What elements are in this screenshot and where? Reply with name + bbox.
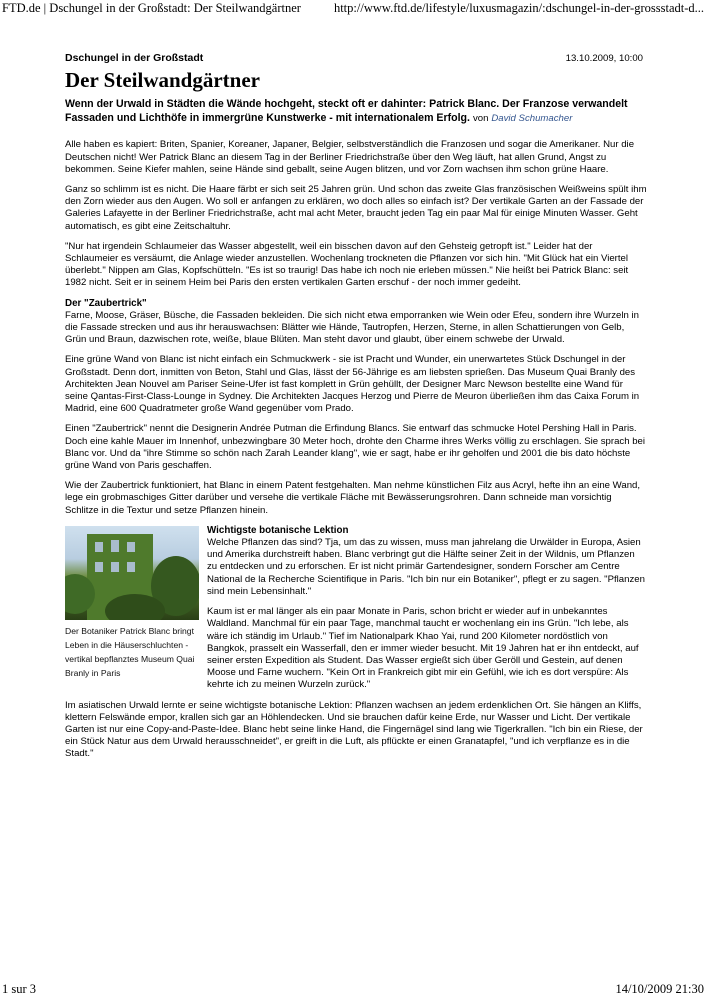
byline-von: von — [472, 112, 489, 124]
photo-museum-quai-branly — [65, 526, 199, 620]
byline-author-link[interactable]: David Schumacher — [491, 112, 573, 124]
paragraph: Wie der Zaubertrick funktioniert, hat Blanc in einem Patent festgehalten. Man nehme künstlichen Filz aus Acryl, hefte ihn an eine Wand, lege ein grobmaschiges Gitter darüber und versehe die vertikale Fläche mit Bewässerungsrohren. Dann schneide man vorsichtig Schlitze in die Textur und setze Pflanzen hinein. — [65, 480, 641, 516]
figure-caption: Der Botaniker Patrick Blanc bringt Leben in die Häuserschluchten - vertikal bepflanztes Museum Quai Branly in Paris — [65, 625, 195, 678]
article-date: 13.10.2009, 10:00 — [565, 53, 643, 64]
paragraph: Welche Pflanzen das sind? Tja, um das zu wissen, muss man jahrelang die Urwälder in Europa, Asien und Amerika durchstreift haben. Blanc verbringt gut die Hälfte seiner Zeit in der Wildnis, um Pflanzen zu entdecken und zu erforschen. Er ist nicht primär Gartendesigner, sondern Forscher am Centre National de la Recherche Scientifique in Paris. "Ich bin nur ein Botaniker", pflegt er zu sagen. "Pflanzen sind mein Lebensinhalt." — [207, 537, 645, 597]
paragraph: Einen "Zaubertrick" nennt die Designerin Andrée Putman die Erfindung Blancs. Sie entwarf das schmucke Hotel Pershing Hall in Paris. Doch eine kahle Mauer im Innenhof, unbezwingbare 30 Meter hoch, drohte den Charme ihres Werks völlig zu erschlagen. Sie sprach bei Blanc vor. Und da "ihre Stimme so schön nach Zarah Leander klang", wie er sagt, habe er ihr geholfen und 2001 die bis dato höchste grüne Wand von Paris geschaffen. — [65, 423, 646, 472]
print-header-title: FTD.de | Dschungel in der Großstadt: Der Steilwandgärtner — [2, 1, 301, 15]
article-figure — [65, 526, 199, 680]
paragraph: Im asiatischen Urwald lernte er seine wichtigste botanische Lektion: Pflanzen wachsen an jedem erdenklichen Ort. Sie hängen an Kliffs, klettern Felswände empor, krallen sich gar an Höhlendecken. Und sie brauchen dafür keine Erde, nur Wasser und Licht. Der vertikale Garten ist nur eine Copy-and-Paste-Idee. Blanc hebt seine linke Hand, die Fingernägel sind lang wie Tigerkrallen. "Ich bin ein Riese, der ein Stück Natur aus dem Urwald herausschneidet", er greift in die Luft, als pflückte er einen Granatapfel, "und ich verpflanze es in die Stadt." — [65, 699, 643, 760]
print-timestamp: 14/10/2009 21:30 — [615, 982, 704, 996]
paragraph: Kaum ist er mal länger als ein paar Monate in Paris, schon bricht er wieder auf in unbekanntes Waldland. Manchmal für ein paar Tage, manchmal taucht er wochenlang ein ins Grün. "Ich lebe, als wäre ich ständig im Urlaub." Tief im Nationalpark Khao Yai, rund 200 Kilometer nordöstlich von Bangkok, prasselt ein Wasserfall, den er immer wieder besucht. Mit 19 Jahren hat er ihn entdeckt, auf seiner ersten Expedition als Student. Das Wasser ergießt sich über Geröll und Gestein, auf denen Moose und Farne wuchern. "Kein Ort in Frankreich gibt mir ein Gefühl, wie ich es dort verspüre: Als kehrte ich zu meinen Wurzeln zurück." — [207, 606, 639, 691]
article-kicker: Dschungel in der Großstadt — [65, 52, 204, 64]
paragraph: Ganz so schlimm ist es nicht. Die Haare färbt er sich seit 25 Jahren grün. Und schon das zweite Glas französischen Weißweins spült ihm den Zorn wieder aus den Augen. Wo soll er anfangen zu erklären, wo doch alles so einfach ist? Der vertikale Garten an der Fassade der Galeries Lafayette in der Berliner Friedrichstraße, acht mal acht Meter, braucht jeden Tag ein paar Mal für einige Minuten Wasser. Geht automatisch, es gibt eine Zeitschaltuhr. — [65, 184, 647, 232]
article — [65, 52, 647, 769]
article-title: Der Steilwandgärtner — [65, 68, 260, 93]
print-header-url[interactable]: http://www.ftd.de/lifestyle/luxusmagazin/:dschungel-in-der-grossstadt-d... — [333, 1, 704, 15]
section-heading-zaubertrick: Der "Zaubertrick" — [65, 297, 147, 309]
print-header — [0, 0, 707, 18]
paragraph: Farne, Moose, Gräser, Büsche, die Fassaden bekleiden. Die sich nicht etwa emporranken wie Wein oder Efeu, sondern ihre Wurzeln in die Fassade strecken und aus ihr herauswachsen: Blätter wie Hände, Tautropfen, Herzen, Sterne, in allen Schattierungen von Gelb, Grün und Braun, dazwischen rote, weiße, blaue Blüten. Man steht davor und glaubt, über einem schwebe der Urwald. — [65, 309, 639, 346]
page-number: 1 sur 3 — [2, 982, 37, 996]
paragraph: Eine grüne Wand von Blanc ist nicht einfach ein Schmuckwerk - sie ist Pracht und Wunder, ein unerwartetes Stück Dschungel in der Großstadt. Denn dort, inmitten von Beton, Stahl und Glas, lässt der 56-Jährige es am liebsten sprießen. Das Museum Quai Branly des Architekten Jean Nouvel am Pariser Seine-Ufer ist fast komplett in Grün gehüllt, der Designer Marc Newson bestellte eine Wand für seine Qantas-First-Class-Lounge in Sydney. Die Architekten Jacques Herzog und Pierre de Meuron überließen ihm das Caixa Forum in Madrid, eine 600 Quadratmeter große Wand gegenüber vom Prado. — [65, 354, 640, 415]
article-lead — [65, 98, 647, 125]
paragraph: Alle haben es kapiert: Briten, Spanier, Koreaner, Japaner, Belgier, selbstverständlich die Franzosen und sogar die Amerikaner. Nur die Deutschen nicht! Wer Patrick Blanc an diesem Tag in der Berliner Friedrichstraße über den Weg läuft, hat allen Grund, Angst zu bekommen. Seine Kiefer mahlen, seine Hände sind geballt, seine Augen blitzen, und vor Zorn wachsen ihm schon grüne Haare. — [65, 139, 635, 175]
section-heading-botanische-lektion: Wichtigste botanische Lektion — [207, 524, 349, 536]
lead-text: Wenn der Urwald in Städten die Wände hochgeht, steckt oft er dahinter: Patrick Blanc. Der Franzose verwandelt Fassaden und Lichthöfe in immergrüne Kunstwerke - mit internationalem Erfolg. — [65, 98, 628, 124]
paragraph: "Nur hat irgendein Schlaumeier das Wasser abgestellt, weil ein bisschen davon auf den Gehsteig getropft ist." Leider hat der Schlaumeier es versäumt, die Anlage wieder anzustellen. Wochenlang trockneten die Pflanzen vor sich hin. "Mit Glück hat ein Viertel überlebt." Nippen am Glas, Kopfschütteln. "Es ist so traurig! Das habe ich noch nie erleben müssen." Nie heißt bei Patrick Blanc: seit 1982 nicht. Seit er in seinem Heim bei Paris den ersten vertikalen Garten erschuf - der noch immer gedeiht. — [65, 240, 629, 289]
print-footer — [0, 982, 707, 1000]
